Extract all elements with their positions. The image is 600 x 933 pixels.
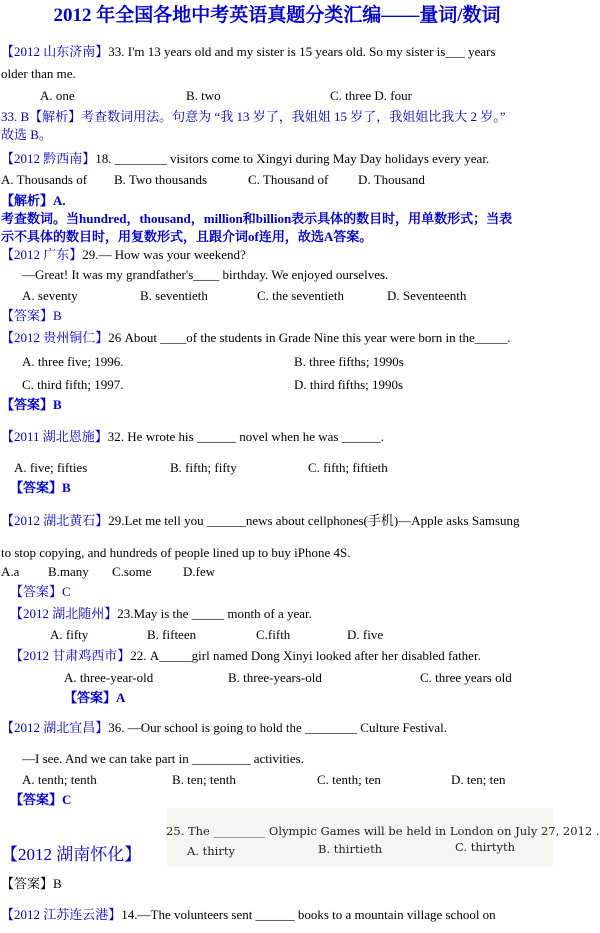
- question-stem: 23.May is the _____ month of a year.: [117, 606, 312, 621]
- option-c: C. fifth; fiftieth: [308, 460, 388, 475]
- option-a: A. three five; 1996.: [22, 354, 124, 369]
- question-stem-cont: —Great! It was my grandfather's____ birthday. We enjoyed ourselves.: [22, 267, 389, 282]
- question-4: [1, 330, 510, 346]
- answer: 【答案】B: [10, 480, 71, 495]
- option-b: B. thirtieth: [318, 842, 383, 856]
- option-b: B. fifth; fifty: [170, 460, 237, 475]
- option-a: A. fifty: [50, 627, 89, 642]
- question-source: 【2012 湖南怀化】: [1, 845, 142, 864]
- option-a: A.a: [1, 564, 20, 579]
- answer: 【答案】B: [1, 876, 62, 891]
- option-c: C. tenth; ten: [317, 772, 381, 787]
- option-c: C. third fifth; 1997.: [22, 377, 124, 392]
- analysis-text-cont: 示不具体的数目时，用复数形式，且跟介词of连用，故选A答案。: [1, 229, 373, 244]
- answer: 【答案】B: [1, 308, 62, 323]
- question-stem: 29.— How was your weekend?: [82, 247, 246, 262]
- question-8: [10, 648, 481, 664]
- question-source: 【2012 江苏连云港】: [1, 907, 122, 922]
- option-c: C. thirtyth: [455, 840, 516, 854]
- question-source: 【2012 黔西南】: [1, 151, 96, 166]
- question-source: 【2012 甘肃鸡西市】: [10, 648, 131, 663]
- question-1: [1, 44, 496, 60]
- page-title: 2012 年全国各地中考英语真题分类汇编——量词/数词: [53, 5, 501, 26]
- option-a: A. Thousands of: [1, 172, 88, 187]
- question-5: [1, 429, 384, 445]
- option-a: A. thirty: [187, 844, 235, 858]
- question-7: [10, 606, 312, 622]
- question-source: 【2012 湖北宜昌】: [1, 720, 109, 735]
- option-c: C. Thousand of: [248, 172, 329, 187]
- option-d: D. Seventeenth: [387, 288, 467, 303]
- option-b: B. ten; tenth: [172, 772, 236, 787]
- question-stem: 29.Let me tell you ______news about cellphones(手机)—Apple asks Samsung: [108, 513, 520, 528]
- question-source: 【2012 贵州铜仁】: [1, 330, 109, 345]
- answer: 【答案】B: [1, 397, 62, 412]
- option-a: A. five; fifties: [14, 460, 88, 475]
- scanned-question-image: [166, 808, 600, 866]
- analysis-text: 考查数词。当hundred，thousand，million和billion表示具体的数目时，用单数形式；当表: [1, 211, 513, 226]
- option-c: C.fifth: [256, 627, 291, 642]
- question-stem: 14.—The volunteers sent ______ books to a mountain village school on: [121, 907, 496, 922]
- option-b: B.many: [48, 564, 89, 579]
- option-d: D. third fifths; 1990s: [294, 377, 404, 392]
- question-stem-cont: older than me.: [1, 66, 76, 81]
- option-b: B. three fifths; 1990s: [294, 354, 404, 369]
- question-9: [1, 720, 447, 736]
- option-c: C.some: [112, 564, 152, 579]
- option-b: B. fifteen: [147, 627, 197, 642]
- option-a: A. one: [40, 88, 75, 103]
- answer: 【答案】C: [10, 584, 71, 599]
- question-stem-cont: to stop copying, and hundreds of people lined up to buy iPhone 4S.: [1, 545, 351, 560]
- answer-analysis: 33. B【解析】考查数词用法。句意为 “我 13 岁了，我姐姐 15 岁了，我姐姐比我大 2 岁。”: [1, 109, 506, 124]
- option-d: D. five: [347, 627, 384, 642]
- answer: 【答案】C: [10, 792, 72, 807]
- option-d: D.few: [183, 564, 216, 579]
- question-stem: 36. —Our school is going to hold the ________ Culture Festival.: [108, 720, 447, 735]
- option-a: A. seventy: [22, 288, 78, 303]
- question-stem: 25. The _________ Olympic Games will be held in London on July 27, 2012 .: [166, 824, 600, 838]
- option-d: D. Thousand: [358, 172, 425, 187]
- answer: 【答案】A: [64, 690, 126, 705]
- question-source: 【2011 湖北恩施】: [1, 429, 108, 444]
- option-d: D. ten; ten: [451, 772, 506, 787]
- question-stem: 22. A_____girl named Dong Xinyi looked after her disabled father.: [130, 648, 481, 663]
- question-11: [1, 907, 496, 923]
- question-stem: 32. He wrote his ______ novel when he was ______.: [107, 429, 384, 444]
- question-source: 【2012 湖北黄石】: [1, 513, 109, 528]
- question-2: [1, 151, 489, 167]
- question-stem-cont: —I see. And we can take part in _________ activities.: [22, 751, 304, 766]
- option-b: B. Two thousands: [114, 172, 208, 187]
- question-source: 【2012 山东济南】: [1, 44, 109, 59]
- question-stem: 33. I'm 13 years old and my sister is 15 years old. So my sister is___ years: [108, 44, 496, 59]
- question-6: [1, 513, 520, 529]
- question-stem: 18. ________ visitors come to Xingyi during May Day holidays every year.: [95, 151, 490, 166]
- question-stem: 26 About ____of the students in Grade Nine this year were born in the_____.: [108, 330, 511, 345]
- question-3: [1, 247, 246, 263]
- option-c: C. the seventieth: [257, 288, 345, 303]
- option-cd: C. three D. four: [330, 88, 412, 103]
- option-b: B. two: [186, 88, 221, 103]
- option-c: C. three years old: [420, 670, 512, 685]
- analysis-label: 【解析】A.: [1, 193, 66, 208]
- option-b: B. seventieth: [140, 288, 208, 303]
- question-source: 【2012 广东】: [1, 247, 83, 262]
- option-a: A. three-year-old: [64, 670, 154, 685]
- option-a: A. tenth; tenth: [22, 772, 97, 787]
- option-b: B. three-years-old: [228, 670, 322, 685]
- answer-analysis-cont: 故选 B。: [1, 127, 52, 142]
- question-source: 【2012 湖北随州】: [10, 606, 118, 621]
